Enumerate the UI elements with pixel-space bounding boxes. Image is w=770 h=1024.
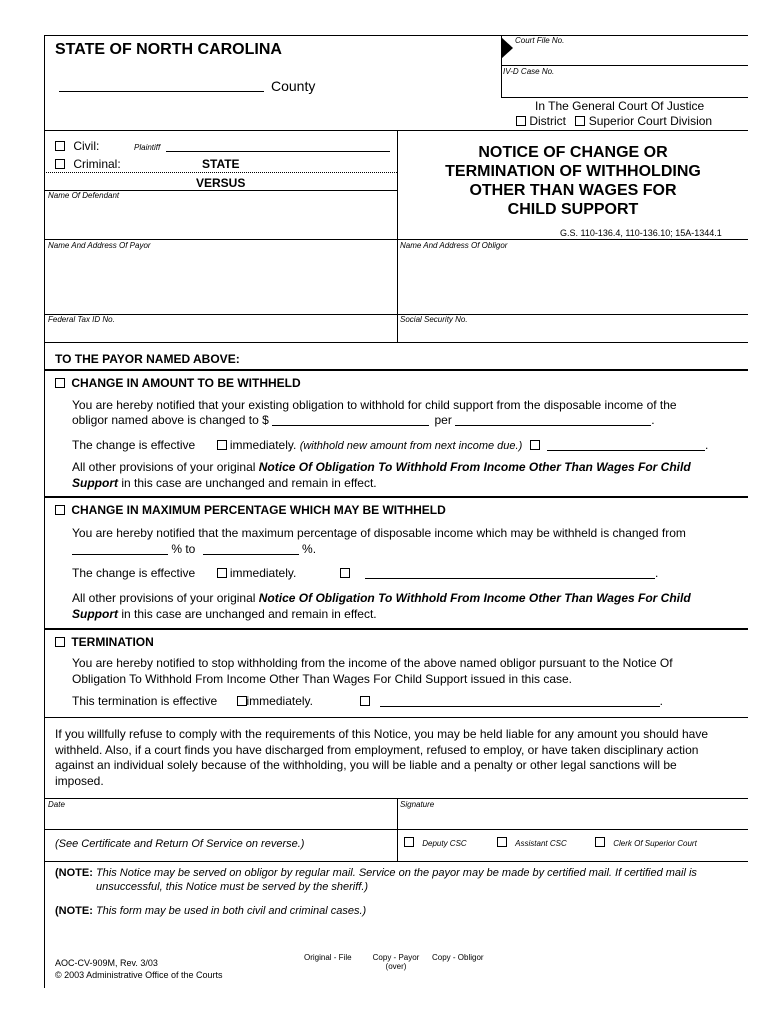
over-label: (over) [385, 962, 407, 971]
percent-immediately-label: immediately. [229, 566, 297, 580]
officer-row [404, 837, 697, 848]
amount-date-dot: . [704, 438, 709, 452]
percent-other-notice: Notice Of Obligation To Withhold From Income Other Than Wages For Child [258, 591, 691, 605]
percent-line-1: You are hereby notified that the maximum percentage of disposable income which may be withheld is changed from [72, 526, 686, 540]
date-top-rule [44, 798, 748, 799]
criminal-row [55, 157, 121, 172]
top-rule [44, 35, 501, 36]
tax-id-label: Federal Tax ID No. [48, 315, 115, 324]
deputy-csc-checkbox[interactable] [404, 837, 414, 847]
civil-row [55, 139, 99, 154]
amount-other-rest: in this case are unchanged and remain in effect. [121, 476, 377, 490]
termination-section-rule [44, 628, 748, 630]
parties-top-rule [44, 130, 748, 131]
warning-text [55, 727, 708, 789]
note-2-label: (NOTE: [55, 905, 93, 917]
signature-field[interactable] [398, 810, 748, 828]
county-line[interactable] [59, 91, 264, 92]
termination-date-dot: . [659, 694, 664, 708]
amount-other-support: Support [72, 476, 118, 490]
date-divider [397, 798, 398, 862]
taxid-top-rule [44, 314, 748, 315]
termination-immediately-label: immediately. [246, 694, 313, 708]
file-box-left [501, 36, 502, 98]
termination-heading: TERMINATION [71, 635, 154, 649]
form-number: AOC-CV-909M, Rev. 3/03 [55, 958, 158, 968]
clerk-checkbox[interactable] [595, 837, 605, 847]
termination-heading-row [55, 635, 154, 650]
obligor-label: Name And Address Of Obligor [400, 241, 508, 250]
percent-other-text: All other provisions of your original [72, 591, 256, 605]
flag-arrow-icon [501, 37, 513, 59]
district-checkbox[interactable] [516, 116, 526, 126]
termination-checkbox[interactable] [55, 637, 65, 647]
amount-line-1: You are hereby notified that your existing obligation to withhold for child support from the disposable income of the [72, 398, 677, 412]
termination-line-2: Obligation To Withhold From Income Other Than Wages For Child Support issued in this case. [72, 672, 573, 686]
percent-checkbox[interactable] [55, 505, 65, 515]
distribution-payor [368, 953, 424, 971]
note-1-line-2: unsuccessful, this Notice must be served by the sheriff.) [96, 881, 369, 893]
taxid-bottom-rule [44, 342, 748, 343]
percent-effective-row [72, 566, 658, 581]
note-2-text: This form may be used in both civil and criminal cases.) [95, 905, 367, 917]
percent-date-dot: . [655, 566, 659, 580]
division-row [516, 114, 712, 129]
payor-top-rule [44, 239, 748, 240]
title-line-2: TERMINATION OF WITHHOLDING [445, 163, 701, 180]
assistant-csc-checkbox[interactable] [497, 837, 507, 847]
termination-line-1: You are hereby notified to stop withholding from the income of the above named obligor pursuant to the Notice Of [72, 656, 673, 670]
percent-section-rule [44, 496, 748, 498]
percent-line-2 [72, 542, 316, 557]
amount-checkbox[interactable] [55, 378, 65, 388]
amount-other-notice: Notice Of Obligation To Withhold From Income Other Than Wages For Child [258, 460, 691, 474]
amount-immediately-checkbox[interactable] [217, 440, 227, 450]
title-line-4: CHILD SUPPORT [507, 201, 639, 218]
percent-heading: CHANGE IN MAXIMUM PERCENTAGE WHICH MAY BE WITHHELD [71, 503, 446, 517]
title-line-1: NOTICE OF CHANGE OR [478, 144, 668, 161]
percent-date-checkbox[interactable] [340, 568, 350, 578]
file-box-mid[interactable] [501, 65, 748, 66]
state-heading: STATE OF NORTH CAROLINA [55, 41, 282, 58]
copyright: © 2003 Administrative Office of the Courts [55, 970, 223, 980]
county-label: County [271, 78, 316, 94]
payor-field[interactable] [45, 252, 396, 312]
note-2 [55, 905, 366, 917]
termination-date-input[interactable] [380, 694, 660, 707]
date-label: Date [48, 800, 65, 809]
copy-payor-label: Copy - Payor [372, 953, 420, 962]
note-1-line-1: This Notice may be served on obligor by regular mail. Service on the payor may be made by certified mail. If certified mail is [95, 867, 697, 879]
percent-end-label: %. [302, 542, 317, 556]
payor-heading: TO THE PAYOR NAMED ABOVE: [55, 352, 240, 366]
state-line [44, 172, 397, 173]
warning-line-2: withheld. Also, if a court finds you have discharged from employment, refused to employ, or have taken disciplinary action [55, 742, 699, 757]
amount-effective-row [72, 438, 708, 454]
amount-other-2 [72, 476, 377, 491]
amount-other-text: All other provisions of your original [72, 460, 256, 474]
percent-other-1 [72, 591, 691, 606]
termination-date-checkbox[interactable] [360, 696, 370, 706]
percent-from-input[interactable] [72, 542, 168, 555]
sig-mid-rule [44, 829, 748, 830]
distribution-obligor: Copy - Obligor [432, 953, 484, 962]
note-1 [55, 866, 697, 894]
percent-date-input[interactable] [365, 566, 655, 579]
amount-heading-row [55, 376, 301, 391]
clerk-label: Clerk Of Superior Court [613, 839, 697, 848]
amount-immediately-label: immediately. [229, 438, 297, 452]
left-border [44, 36, 45, 988]
certificate-note: (See Certificate and Return Of Service on reverse.) [55, 838, 305, 850]
amount-effective-label: The change is effective [72, 438, 196, 452]
plaintiff-line[interactable] [166, 151, 390, 152]
warning-line-4: imposed. [55, 773, 104, 788]
civil-checkbox[interactable] [55, 141, 65, 151]
statutes: G.S. 110-136.4, 110-136.10; 15A-1344.1 [560, 228, 722, 238]
amount-period-dot: . [651, 413, 655, 427]
form-title [398, 143, 748, 219]
payor-label: Name And Address Of Payor [48, 241, 151, 250]
civil-label: Civil: [73, 139, 100, 153]
percent-heading-row [55, 503, 446, 518]
criminal-checkbox[interactable] [55, 159, 65, 169]
file-box-bottom[interactable] [501, 97, 748, 98]
deputy-csc-label: Deputy CSC [422, 839, 467, 848]
superior-label: Superior Court Division [588, 114, 713, 128]
amount-changed-to: obligor named above is changed to $ [72, 413, 269, 427]
assistant-csc-label: Assistant CSC [515, 839, 567, 848]
obligor-field[interactable] [398, 252, 748, 312]
ivd-label: IV-D Case No. [503, 67, 555, 76]
court-name: In The General Court Of Justice [535, 99, 705, 113]
amount-heading: CHANGE IN AMOUNT TO BE WITHHELD [71, 376, 301, 390]
warning-line-3: against an individual solely because of the withholding, you will be liable and a penalty or other legal sanctions will be [55, 758, 677, 772]
versus-label: VERSUS [196, 176, 246, 190]
criminal-label: Criminal: [73, 157, 121, 171]
percent-immediately-checkbox[interactable] [217, 568, 227, 578]
note-1-label: (NOTE: [55, 867, 93, 879]
amount-date-input[interactable] [547, 438, 705, 451]
termination-effective-label: This termination is effective [72, 694, 218, 708]
amount-immediately-note: (withhold new amount from next income due.) [299, 440, 523, 452]
signature-label: Signature [400, 800, 435, 809]
amount-input[interactable] [272, 413, 429, 426]
termination-immediately-checkbox[interactable] [237, 696, 247, 706]
percent-to-label: % to [171, 542, 196, 556]
ssn-label: Social Security No. [400, 315, 468, 324]
amount-other-1 [72, 460, 691, 475]
title-line-3: OTHER THAN WAGES FOR [469, 182, 677, 199]
warning-top-rule [44, 717, 748, 718]
termination-effective-row [72, 694, 663, 709]
sig-bottom-rule [44, 861, 748, 862]
district-label: District [529, 114, 567, 128]
percent-other-2 [72, 607, 377, 622]
state-label: STATE [202, 157, 240, 171]
amount-line-2 [72, 413, 655, 428]
court-file-label: Court File No. [515, 36, 565, 45]
amount-date-checkbox[interactable] [530, 440, 540, 450]
date-field[interactable] [45, 810, 396, 828]
amount-per: per [434, 413, 452, 427]
amount-period-input[interactable] [455, 413, 651, 426]
distribution-original: Original - File [304, 953, 352, 962]
percent-to-input[interactable] [203, 542, 299, 555]
percent-other-support: Support [72, 607, 118, 621]
plaintiff-label: Plaintiff [134, 143, 161, 152]
percent-other-rest: in this case are unchanged and remain in effect. [121, 607, 377, 621]
warning-line-1: If you willfully refuse to comply with the requirements of this Notice, you may be held liable for any amount you should have [55, 727, 708, 741]
defendant-label: Name Of Defendant [48, 191, 120, 200]
amount-section-rule [44, 369, 748, 371]
percent-effective-label: The change is effective [72, 566, 196, 580]
superior-checkbox[interactable] [575, 116, 585, 126]
